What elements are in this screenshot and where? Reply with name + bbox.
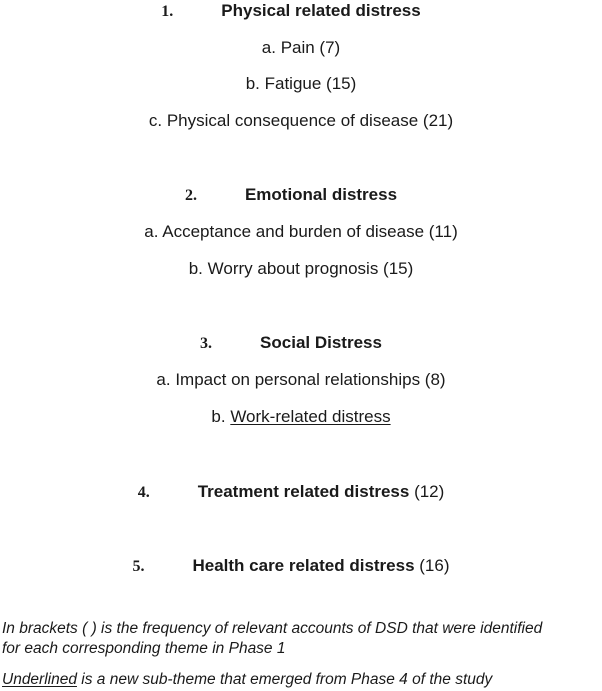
underlined-word: Underlined <box>2 671 77 688</box>
theme-3-heading <box>0 333 602 354</box>
subtheme-text-new: Work-related distress <box>230 407 391 426</box>
subtheme-letter: b. <box>211 407 226 426</box>
theme-1-subtheme-c <box>0 111 602 131</box>
subtheme-text: Physical consequence of disease (21) <box>166 111 454 130</box>
subtheme-text: Impact on personal relationships (8) <box>175 370 446 389</box>
subtheme-letter: a. <box>144 222 159 241</box>
subtheme-letter: b. <box>188 259 203 278</box>
subtheme-text: Worry about prognosis (15) <box>207 259 414 278</box>
brackets-note-line-1: In brackets ( ) is the frequency of relevant accounts of DSD that were identified <box>2 620 543 637</box>
subtheme-letter: b. <box>245 74 260 93</box>
theme-2-subtheme-b <box>0 259 602 279</box>
theme-4-heading <box>0 482 602 503</box>
theme-2-heading <box>0 185 602 206</box>
theme-number: 3. <box>200 335 213 352</box>
subtheme-text: Pain (7) <box>280 38 341 57</box>
subtheme-letter: a. <box>156 370 171 389</box>
theme-1-subtheme-b <box>0 74 602 94</box>
theme-number: 5. <box>132 558 145 575</box>
underlined-note <box>2 670 600 690</box>
theme-count: (16) <box>414 556 450 575</box>
subtheme-text: Fatigue (15) <box>264 74 357 93</box>
theme-1-heading <box>0 1 602 22</box>
theme-number: 1. <box>161 3 174 20</box>
theme-title: Emotional distress <box>244 185 398 204</box>
theme-number: 4. <box>137 484 150 501</box>
theme-count: (12) <box>409 482 445 501</box>
theme-3-subtheme-a <box>0 370 602 390</box>
theme-number: 2. <box>184 187 197 204</box>
theme-title: Treatment related distress <box>197 482 410 501</box>
subtheme-text: Acceptance and burden of disease (11) <box>162 222 458 241</box>
theme-1-subtheme-a <box>0 38 602 58</box>
theme-title: Social Distress <box>260 333 382 352</box>
theme-2-subtheme-a <box>0 222 602 242</box>
subtheme-letter: c. <box>148 111 163 130</box>
theme-5-heading <box>0 556 602 577</box>
brackets-note-line-2: for each corresponding theme in Phase 1 <box>2 640 286 657</box>
subtheme-letter: a. <box>261 38 276 57</box>
theme-title: Health care related distress <box>192 556 415 575</box>
theme-3-subtheme-b <box>0 407 602 427</box>
theme-title: Physical related distress <box>221 1 421 20</box>
underlined-note-rest: is a new sub-theme that emerged from Phase 4 of the study <box>76 671 493 688</box>
